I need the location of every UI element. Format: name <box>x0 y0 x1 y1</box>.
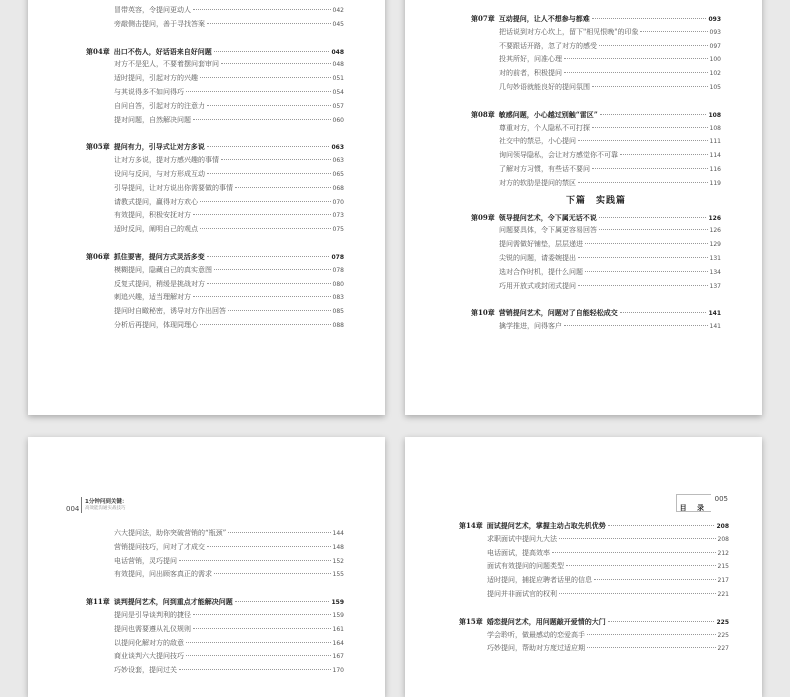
page-ref: 048 <box>331 48 344 56</box>
toc-entry-row <box>471 266 721 280</box>
dot-leader <box>592 168 708 169</box>
page-ref: 208 <box>717 535 729 543</box>
header-divider <box>81 497 82 513</box>
toc-entry-row <box>459 547 729 561</box>
dot-leader <box>179 560 331 561</box>
toc-entry-row <box>471 81 721 95</box>
page-ref: 097 <box>709 42 721 50</box>
page-ref: 126 <box>708 214 721 222</box>
toc-chapter-row <box>86 140 344 154</box>
chapter-title: 面试提问艺术，掌握主动占取先机优势 <box>486 521 606 530</box>
page-ref: 078 <box>331 253 344 261</box>
toc-entry-row <box>471 163 721 177</box>
toc-entry-row <box>86 209 344 223</box>
page-number: 004 <box>66 505 80 513</box>
toc-entry-row <box>471 122 721 136</box>
toc-entry-row <box>86 18 344 32</box>
dot-leader <box>587 634 716 635</box>
part-title: 下篇 实践篇 <box>565 195 626 206</box>
toc-entry-row <box>86 568 344 582</box>
toc-entry-row <box>86 264 344 278</box>
dot-leader <box>599 229 708 230</box>
toc-entry-row <box>459 629 729 643</box>
dot-leader <box>214 269 331 270</box>
entry-title: 旁敲侧击提问，善于寻找答案 <box>114 19 205 28</box>
toc-chapter-row <box>471 108 721 122</box>
page-ref: 088 <box>332 321 344 329</box>
entry-title: 引导提问，让对方说出你需要做的事情 <box>114 183 233 192</box>
toc-chapter-row <box>459 519 729 533</box>
entry-title: 适时提问，捕捉应聘者话里的信息 <box>487 576 592 585</box>
page-ref: 129 <box>709 241 721 249</box>
dot-leader <box>186 91 331 92</box>
dot-leader <box>585 271 708 272</box>
entry-title: 面试有效提问的问题类型 <box>487 562 564 571</box>
page-ref: 161 <box>332 625 344 633</box>
toc-page-top-left <box>28 0 385 415</box>
dot-leader <box>566 565 716 566</box>
page-ref: 045 <box>332 20 344 28</box>
chapter-number: 第11章 <box>86 597 110 607</box>
chapter-number: 第09章 <box>471 212 495 222</box>
running-header <box>638 489 728 515</box>
dot-leader <box>207 105 331 106</box>
toc-entry-row <box>459 574 729 588</box>
entry-title: 提问需做好铺垫，层层递进 <box>499 240 583 249</box>
page-number: 005 <box>714 495 728 503</box>
dot-leader <box>193 628 331 629</box>
entry-title: 选对合作时机，提什么问题 <box>499 267 583 276</box>
toc-entry-row <box>86 182 344 196</box>
toc-entry-row <box>86 541 344 555</box>
dot-leader <box>608 621 715 622</box>
toc-spacer <box>471 293 721 306</box>
toc-entry-row <box>86 58 344 72</box>
page-ref: 073 <box>332 212 344 220</box>
page-ref: 167 <box>332 653 344 661</box>
toc-entry-row <box>459 560 729 574</box>
entry-title: 电话营销，灵巧提问 <box>114 556 177 565</box>
chapter-title: 互动提问，让人不想参与都难 <box>498 14 590 23</box>
toc-entry-row <box>86 305 344 319</box>
chapter-number: 第14章 <box>459 521 483 530</box>
entry-title: 自问自答，引起对方的注意力 <box>114 101 205 110</box>
toc-entry-row <box>471 280 721 294</box>
dot-leader <box>193 119 331 120</box>
chapter-number: 第15章 <box>459 616 483 626</box>
page-ref: 159 <box>332 611 344 619</box>
toc-entry-row <box>86 168 344 182</box>
page-ref: 051 <box>332 75 344 83</box>
toc-entry-row <box>86 650 344 664</box>
page-ref: 137 <box>709 282 721 290</box>
toc-entry-row <box>86 100 344 114</box>
entry-title: 分析后再提问，体现同理心 <box>114 320 198 329</box>
page-ref: 148 <box>332 543 344 551</box>
chapter-title: 领导提问艺术，令下属无话不说 <box>498 212 597 222</box>
entry-title: 投其所好，问准心理 <box>499 55 562 64</box>
page-ref: 057 <box>332 102 344 110</box>
toc-entry-row <box>459 642 729 656</box>
page-ref: 144 <box>332 530 344 537</box>
entry-title: 询问领导隐私，会让对方感觉你不可靠 <box>499 151 618 160</box>
entry-title: 适时提问，引起对方的兴趣 <box>114 74 198 83</box>
page-ref: 134 <box>709 268 721 276</box>
toc-entry-row <box>471 135 721 149</box>
page-ref: 119 <box>709 179 721 187</box>
toc-entry-row <box>86 609 344 623</box>
dot-leader <box>592 127 708 128</box>
dot-leader <box>608 525 715 526</box>
page-ref: 164 <box>332 639 344 647</box>
toc-entry-row <box>471 149 721 163</box>
page-ref: 078 <box>332 266 344 274</box>
page-ref: 083 <box>332 294 344 302</box>
toc-entry-row <box>459 533 729 547</box>
page-ref: 217 <box>717 577 729 585</box>
dot-leader <box>559 593 716 594</box>
page-ref: 111 <box>709 138 721 146</box>
chapter-number: 第08章 <box>471 109 495 119</box>
entry-title: 巧妙设套，提问过关 <box>114 666 177 675</box>
entry-title: 提问并非面试官的权利 <box>487 589 557 598</box>
entry-title: 六大提问法，助你突破营销的“瓶颈” <box>114 529 227 537</box>
toc-chapter-row <box>86 45 344 59</box>
dot-leader <box>200 201 331 202</box>
dot-leader <box>214 573 331 574</box>
entry-title: 营销提问技巧，问对了才成交 <box>114 542 205 551</box>
toc-chapter-row <box>471 211 721 225</box>
toc-entry-row <box>471 238 721 252</box>
dot-leader <box>200 324 331 325</box>
toc-entry-row <box>459 588 729 602</box>
toc-title: 目 录 <box>679 504 708 512</box>
entry-title: 了解对方习惯，有些话不要问 <box>499 164 590 173</box>
toc-entry-row <box>471 53 721 67</box>
chapter-title: 婚恋提问艺术，用问题敲开爱情的大门 <box>486 616 606 626</box>
page-ref: 108 <box>709 124 721 132</box>
entry-title: 几句妙语就能良好的提问氛围 <box>499 82 590 91</box>
page-ref: 114 <box>709 152 721 160</box>
entry-title: 刺追兴趣，适当理解对方 <box>114 293 191 302</box>
entry-title: 提问时自瞰秘密，诱导对方作出回答 <box>114 307 226 316</box>
page-ref: 215 <box>717 563 729 571</box>
entry-title: 电话面试，提高效率 <box>487 548 550 557</box>
toc-entry-row <box>86 154 344 168</box>
entry-title: 让对方多说，提对方感兴趣的事情 <box>114 156 219 165</box>
dot-leader <box>193 296 331 297</box>
entry-title: 设问与反问，与对方形成互动 <box>114 169 205 178</box>
dot-leader <box>193 9 331 10</box>
entry-title: 商业谈判六大提问技巧 <box>114 652 184 661</box>
page-ref: 159 <box>331 599 344 607</box>
entry-title: 提问是引导谈判利的捷径 <box>114 610 191 619</box>
entry-title: 对方不是犯人，不要着摆问套审问 <box>114 60 219 69</box>
dot-leader <box>186 655 331 656</box>
toc-entry-row <box>471 26 721 40</box>
toc-page-top-right <box>405 0 762 415</box>
toc-spacer <box>86 237 344 250</box>
entry-title: 问题要具体，令下属更容易回答 <box>499 226 597 235</box>
toc-chapter-row <box>86 595 344 609</box>
chapter-title: 抓住要害，提问方式灵活多变 <box>113 251 205 261</box>
dot-leader <box>578 257 708 258</box>
dot-leader <box>235 187 331 188</box>
page-ref: 141 <box>708 310 721 318</box>
toc-entry-row <box>471 177 721 191</box>
page-ref: 100 <box>709 56 721 64</box>
page-ref: 063 <box>332 157 344 165</box>
toc-entry-row <box>471 320 721 334</box>
entry-title: 尊重对方，个人隐私不可打探 <box>499 123 590 132</box>
page-ref: 093 <box>709 28 721 36</box>
chapter-title: 敏感问题，小心越过别触“雷区” <box>498 109 598 119</box>
page-ref: 065 <box>332 170 344 178</box>
dot-leader <box>200 77 331 78</box>
toc-entry-row <box>86 86 344 100</box>
page-ref: 068 <box>332 184 344 192</box>
toc-entry-row <box>86 278 344 292</box>
dot-leader <box>207 23 331 24</box>
dot-leader <box>207 173 331 174</box>
page-ref: 075 <box>332 226 344 234</box>
toc-spacer <box>86 127 344 140</box>
dot-leader <box>193 214 331 215</box>
page-ref: 060 <box>332 116 344 124</box>
toc-list <box>86 4 344 333</box>
dot-leader <box>214 51 330 52</box>
entry-title: 冒带英容，令提问更动人 <box>114 6 191 14</box>
entry-title: 请教式提问，赢得对方欢心 <box>114 197 198 206</box>
chapter-title: 谈判提问艺术，问到重点才能解决问题 <box>113 597 233 607</box>
dot-leader <box>207 546 331 547</box>
page-ref: 080 <box>332 280 344 288</box>
page-ref: 141 <box>709 323 721 331</box>
toc-entry-row <box>86 196 344 210</box>
page-ref: 063 <box>331 144 344 152</box>
toc-entry-row <box>86 223 344 237</box>
toc-list <box>459 519 729 656</box>
toc-entry-row <box>86 623 344 637</box>
dot-leader <box>207 146 330 147</box>
toc-spacer <box>86 32 344 45</box>
toc-entry-row <box>471 67 721 81</box>
entry-title: 巧用开放式或封闭式提问 <box>499 281 576 290</box>
dot-leader <box>559 538 716 539</box>
page-ref: 221 <box>717 590 729 598</box>
page-ref: 054 <box>332 88 344 96</box>
dot-leader <box>193 614 331 615</box>
entry-title: 对的前者，积极提问 <box>499 69 562 78</box>
chapter-number: 第05章 <box>86 142 110 152</box>
entry-title: 以提问化解对方的敌意 <box>114 638 184 647</box>
dot-leader <box>578 140 708 141</box>
chapter-number: 第06章 <box>86 251 110 261</box>
dot-leader <box>592 18 707 19</box>
entry-title: 不要跟话开路，忽了对方的感受 <box>499 41 597 50</box>
dot-leader <box>179 669 331 670</box>
page-ref: 102 <box>709 70 721 78</box>
dot-leader <box>620 154 708 155</box>
toc-entry-row <box>86 637 344 651</box>
entry-title: 求职面试中提问九大法 <box>487 534 557 543</box>
chapter-title: 提问有力，引导式让对方多说 <box>113 142 205 152</box>
toc-chapter-row <box>86 250 344 264</box>
chapter-number: 第10章 <box>471 308 495 318</box>
page-ref: 225 <box>717 631 729 639</box>
entry-title: 对方的软肋是提问的禁区 <box>499 178 576 187</box>
toc-entry-row <box>86 555 344 569</box>
dot-leader <box>200 228 331 229</box>
entry-title: 学会聆听，做最感动的恋爱高手 <box>487 630 585 639</box>
toc-chapter-row <box>471 12 721 26</box>
toc-entry-row <box>471 252 721 266</box>
dot-leader <box>599 45 708 46</box>
entry-title: 反复式提问，稍缓是挑战对方 <box>114 279 205 288</box>
entry-title: 适时反问，阐明自己的观点 <box>114 225 198 234</box>
book-subtitle: 高效能沟通实战技巧 <box>85 506 126 511</box>
toc-entry-row <box>86 114 344 128</box>
entry-title: 把话说到对方心坎上，留下"相见恨晚"的印象 <box>499 27 639 36</box>
toc-spacer <box>459 602 729 615</box>
toc-page-bottom-left <box>28 437 385 697</box>
dot-leader <box>594 579 716 580</box>
dot-leader <box>564 325 708 326</box>
entry-title: 社交中的禁忌，小心提问 <box>499 137 576 146</box>
chapter-title: 出口不伤人，好话语来自好问题 <box>113 46 212 56</box>
toc-entry-row <box>86 319 344 333</box>
toc-list <box>86 527 344 678</box>
entry-title: 模糊提问，隐藏自己的真实意图 <box>114 265 212 274</box>
dot-leader <box>564 72 708 73</box>
page-ref: 225 <box>716 618 729 626</box>
entry-title: 提对问题，自然解决问题 <box>114 115 191 124</box>
dot-leader <box>587 647 716 648</box>
dot-leader <box>578 182 708 183</box>
entry-title: 与其说得多不如问得巧 <box>114 87 184 96</box>
page-ref: 085 <box>332 308 344 316</box>
chapter-number: 第07章 <box>471 14 495 23</box>
entry-title: 有效提问，问出顾客真正的需求 <box>114 570 212 579</box>
toc-spacer <box>471 95 721 108</box>
page-ref: 105 <box>709 83 721 91</box>
book-title: 1分钟问到关键： <box>85 499 128 505</box>
toc-entry-row <box>86 291 344 305</box>
chapter-title: 营销提问艺术，问题对了自能轻松成交 <box>498 308 618 318</box>
toc-spacer <box>86 582 344 595</box>
dot-leader <box>578 285 708 286</box>
page-ref: 208 <box>716 523 729 530</box>
page-ref: 093 <box>708 16 721 23</box>
toc-entry-row <box>471 224 721 238</box>
page-ref: 131 <box>709 254 721 262</box>
page-ref: 212 <box>717 549 729 557</box>
chapter-number: 第04章 <box>86 46 110 56</box>
entry-title: 巧妙提问，帮助对方度过适应期 <box>487 644 585 653</box>
page-ref: 155 <box>332 571 344 579</box>
dot-leader <box>221 159 331 160</box>
page-ref: 227 <box>717 645 729 653</box>
page-ref: 170 <box>332 667 344 675</box>
page-ref: 048 <box>332 61 344 69</box>
dot-leader <box>221 63 331 64</box>
dot-leader <box>599 217 707 218</box>
entry-title: 擒学推进，问得客户 <box>499 322 562 331</box>
dot-leader <box>620 312 707 313</box>
entry-title: 有效提问，积极安抚对方 <box>114 211 191 220</box>
entry-title: 尖锐的问题，请委婉提出 <box>499 253 576 262</box>
dot-leader <box>207 283 331 284</box>
dot-leader <box>186 642 331 643</box>
toc-entry-row <box>86 527 344 541</box>
page-ref: 126 <box>709 227 721 235</box>
entry-title: 提问也需要遵从礼仪规则 <box>114 624 191 633</box>
page-ref: 070 <box>332 198 344 206</box>
toc-chapter-row <box>459 615 729 629</box>
dot-leader <box>552 552 716 553</box>
dot-leader <box>585 243 708 244</box>
dot-leader <box>640 31 707 32</box>
dot-leader <box>228 532 330 533</box>
page-ref: 042 <box>332 7 344 14</box>
toc-entry-row <box>86 4 344 18</box>
toc-list <box>471 12 721 334</box>
toc-page-bottom-right <box>405 437 762 697</box>
dot-leader <box>592 86 708 87</box>
toc-chapter-row <box>471 306 721 320</box>
toc-entry-row <box>86 72 344 86</box>
dot-leader <box>235 601 330 602</box>
page-ref: 116 <box>709 165 721 173</box>
dot-leader <box>207 256 330 257</box>
dot-leader <box>600 114 707 115</box>
dot-leader <box>564 58 708 59</box>
page-ref: 152 <box>332 557 344 565</box>
toc-entry-row <box>86 664 344 678</box>
dot-leader <box>228 310 331 311</box>
toc-entry-row <box>471 40 721 54</box>
page-ref: 108 <box>708 111 721 119</box>
